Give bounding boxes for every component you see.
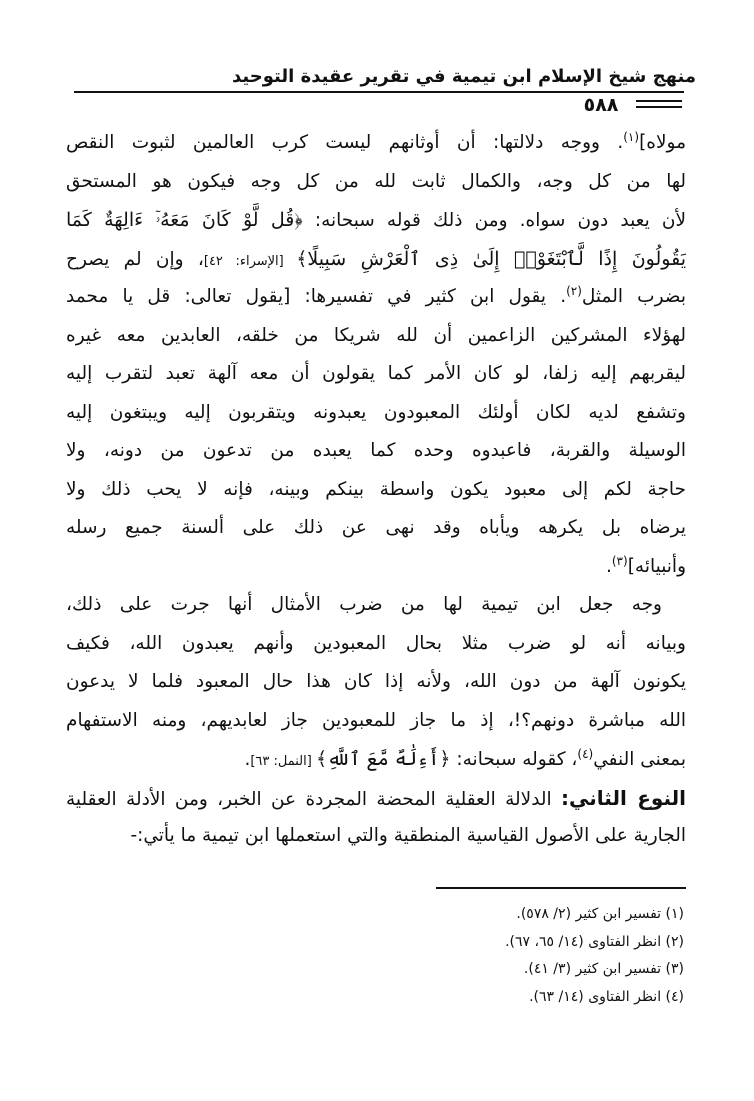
page-number-rule (636, 100, 682, 102)
text-run: وجه جعل ابن تيمية لها من ضرب الأمثال أنها جرت على ذلك، (66, 594, 662, 615)
text-run: . (605, 555, 612, 577)
text-run: ليقربهم إليه زلفا، لو كان الأمر كما يقولون أن معه آلهة تعبد لتقرب إليه (66, 363, 686, 384)
text-run: وأنبيائه] (627, 555, 686, 577)
text-line (66, 817, 686, 856)
text-run: حاجة لكم إلى معبود يكون واسطة بينكم وبينه، فإنه لا يحب ذلك ولا (66, 478, 686, 500)
footnote-separator (436, 887, 686, 889)
footnote: (٤) انظر الفتاوى (١٤/ ٦٣). (529, 988, 684, 1005)
text-run: بضرب المثل (581, 286, 686, 307)
text-line (66, 317, 686, 356)
text-run: . ووجه دلالتها: أن أوثانهم ليست كرب العالمين لثبوت النقص (66, 132, 624, 153)
text-run: . (244, 749, 251, 770)
text-run: لهؤلاء المشركين الزاعمين أن لله شريكا من خلقه، العابدين معه غيره (66, 324, 686, 346)
text-run: يكونون آلهة من دون الله، ولأنه إذا كان هذا حال المعبود فلما لا يدعون (66, 671, 686, 692)
text-run: ، وإن لم يصرح (66, 248, 204, 270)
running-title: منهج شيخ الإسلام ابن تيمية في تقرير عقيدة التوحيد (232, 66, 696, 87)
text-line (66, 394, 686, 433)
text-line (66, 471, 686, 510)
page-number-rule (636, 106, 682, 108)
text-run: الوسيلة والقربة، فاعبدوه وحده كما يعبده من تدعون من دونه، ولا (66, 440, 686, 461)
quran-verse: ﴿أَءِلَٰهٌ مَّعَ ٱللَّهِ﴾ (315, 748, 451, 770)
footnote-marker: (٣) (611, 553, 628, 568)
verse-reference: [النمل: ٦٣] (250, 754, 316, 769)
verse-reference: [الإسراء: ٤٢] (203, 253, 297, 269)
text-line (66, 625, 686, 664)
text-line (66, 163, 686, 202)
text-line (66, 278, 686, 317)
text-line (66, 702, 686, 741)
text-run: لها من كل وجه، والكمال ثابت لله من كل وجه فيكون هو المستحق (66, 170, 686, 192)
header-rule (74, 91, 684, 93)
text-line (66, 240, 686, 279)
footnote: (٢) انظر الفتاوى (١٤/ ٦٥، ٦٧). (505, 933, 684, 950)
text-run: بمعنى النفي (593, 749, 686, 770)
footnote-marker: (١) (623, 129, 640, 144)
page-number: ٥٨٨ (583, 94, 619, 116)
text-run: وتشفع لديه لكان أولئك المعبودون يعبدونه ويتقربون إليه ويبتغون إليه (66, 401, 686, 423)
text-line (66, 355, 686, 394)
section-heading: النوع الثاني: (561, 785, 686, 810)
text-line (66, 548, 686, 587)
text-line (66, 740, 686, 779)
body-text (66, 124, 686, 856)
text-run: وبيانه أنه لو ضرب مثلا بحال المعبودين وأنهم يعبدون الله، فكيف (66, 632, 686, 654)
text-run: . يقول ابن كثير في تفسيرها: [يقول تعالى: قل يا محمد (66, 286, 567, 307)
text-run: يرضاه بل يكرهه ويأباه وقد نهى عن ذلك على ألسنة جميع رسله (66, 517, 686, 538)
footnotes (184, 901, 684, 1011)
quran-verse: ﴿قُل لَّوْ كَانَ مَعَهُۥٓ ءَالِهَةٌ كَمَا (66, 209, 303, 231)
text-run: الدلالة العقلية المحضة المجردة عن الخبر، ومن الأدلة العقلية (66, 788, 562, 810)
text-run: مولاه] (639, 132, 686, 153)
footnote-marker: (٤) (577, 746, 594, 761)
text-line (66, 779, 686, 818)
footnote: (١) تفسير ابن كثير (٢/ ٥٧٨). (516, 906, 684, 922)
text-run: لأن يعبد دون سواه. ومن ذلك قوله سبحانه: (302, 210, 686, 231)
text-line (66, 201, 686, 240)
text-line (66, 663, 686, 702)
footnote-marker: (٢) (566, 283, 582, 298)
footnote: (٣) تفسير ابن كثير (٣/ ٤١). (523, 961, 684, 977)
text-run: ، كقوله سبحانه: (450, 749, 578, 770)
text-line (66, 586, 686, 625)
quran-verse: يَقُولُونَ إِذًا لَّٱبْتَغَوْا۟ إِلَىٰ ذِى ٱلْعَرْشِ سَبِيلًا﴾ (296, 247, 686, 270)
text-run: الله مباشرة دونهم؟!، إذ ما جاز للمعبودين جاز لعابديهم، ومنه الاستفهام (66, 709, 686, 731)
text-line (66, 124, 686, 163)
text-line (66, 432, 686, 471)
text-line (66, 509, 686, 548)
text-run: الجارية على الأصول القياسية المنطقية والتي استعملها ابن تيمية ما يأتي:- (130, 825, 686, 846)
